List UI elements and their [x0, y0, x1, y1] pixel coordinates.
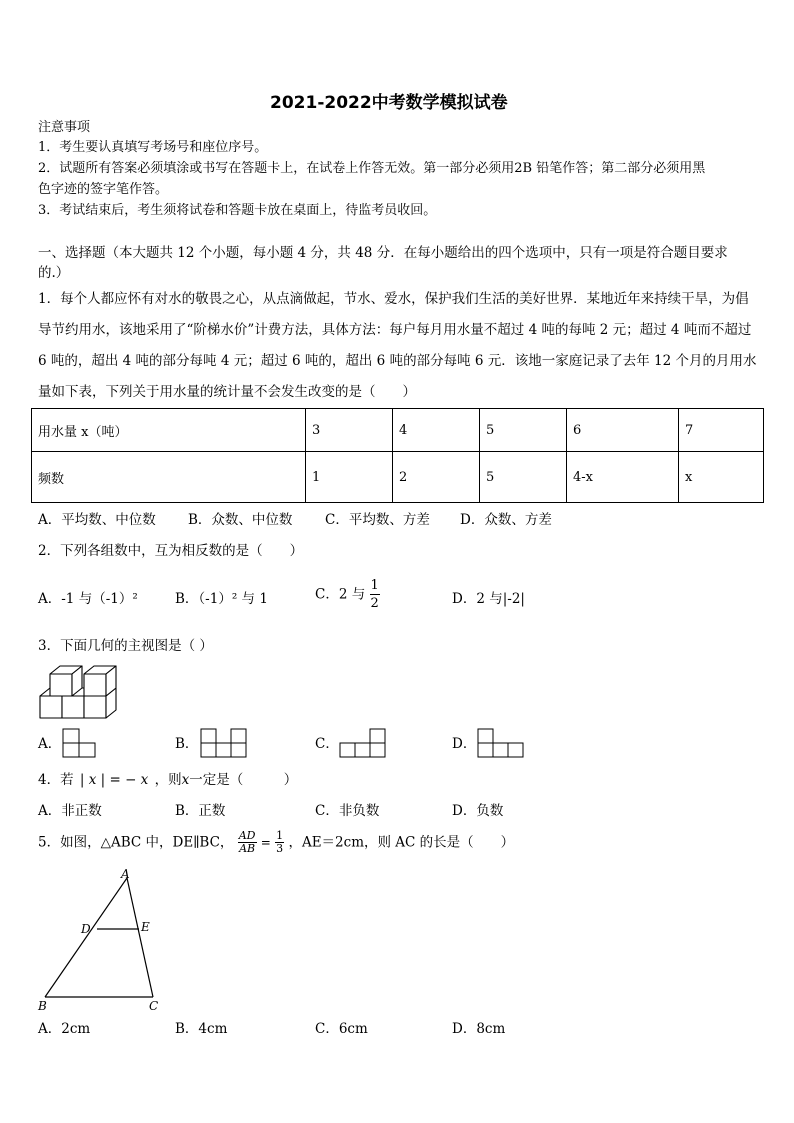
fraction — [238, 830, 257, 855]
section-heading: 一、选择题（本大题共 12 个小题，每小题 4 分，共 48 分．在每小题给出的四个选项中，只有一项是符合题目要求 — [38, 245, 728, 261]
table-cell: 7 — [679, 409, 764, 452]
table-cell: 用水量 x（吨） — [32, 409, 306, 452]
q5-stem-prefix: 5．如图，△ABC 中，DE∥BC， — [38, 834, 234, 851]
q5-stem — [38, 830, 514, 855]
table-cell: 5 — [480, 409, 567, 452]
table-cell: 3 — [306, 409, 393, 452]
q1-stem: 1．每个人都应怀有对水的敬畏之心，从点滴做起，节水、爱水，保护我们生活的美好世界．某地近年来持续干旱，为倡导节约用水，该地采用了“阶梯水价”计费方法，具体方法：每户每月用水量不超过 4 吨的每吨 2 元；超过 4 吨而不超过 6 吨的，超出 4 吨的部分每吨 4 元；超过 6 吨的，超出 6 吨的部分每吨 6 元．该地一家庭记录了去年 12 个月的月用水量如下表，下列关于用水量的统计量不会发生改变的是（ ） — [38, 291, 757, 400]
q4-equation: | x | = − x — [79, 772, 149, 788]
q3-option-b-label: B． — [175, 736, 199, 752]
q5-option-d: D．8cm — [452, 1021, 506, 1037]
fraction-numerator: 1 — [276, 829, 284, 842]
q1-option-d: D．众数、方差 — [460, 512, 552, 528]
q4-option-d: D．负数 — [452, 803, 504, 819]
q5-option-c: C．6cm — [315, 1021, 368, 1037]
vertex-label-a: A — [121, 867, 130, 881]
table-row — [32, 452, 764, 503]
q4-option-b: B．正数 — [175, 803, 226, 819]
triangle-figure — [35, 868, 170, 1013]
q2-stem: 2．下列各组数中，互为相反数的是（ ） — [38, 543, 304, 559]
q5-option-a: A．2cm — [38, 1021, 91, 1037]
exam-title: 2021-2022中考数学模拟试卷 — [270, 93, 508, 113]
q5-option-b: B．4cm — [175, 1021, 228, 1037]
q2-option-b: B．（-1）² 与 1 — [175, 591, 268, 607]
q4-stem — [38, 770, 297, 790]
q3-option-d-label: D． — [452, 736, 477, 752]
q3-option-d-figure — [477, 728, 527, 760]
q4-option-c: C．非负数 — [315, 803, 380, 819]
q1-option-a: A．平均数、中位数 — [38, 512, 156, 528]
q3-option-c-label: C． — [315, 736, 339, 752]
q4-stem-suffix: 一定是（ ） — [189, 772, 298, 788]
q4-stem-prefix: 4．若 — [38, 772, 74, 788]
vertex-label-d: D — [81, 922, 91, 936]
q4-variable: x — [181, 772, 190, 788]
fraction-numerator: 1 — [370, 578, 379, 593]
q1-option-b: B．众数、中位数 — [188, 512, 293, 528]
water-usage-table — [31, 408, 764, 503]
equals-sign: = — [260, 835, 271, 850]
note-item-1: 1．考生要认真填写考场号和座位序号。 — [38, 140, 268, 155]
notes-heading: 注意事项 — [38, 120, 91, 135]
fraction-denominator: AB — [239, 842, 256, 855]
q5-stem-suffix: ，AE＝2cm，则 AC 的长是（ ） — [288, 834, 515, 851]
q2-option-c-label: C．2 与 — [315, 586, 366, 603]
table-cell: 4 — [393, 409, 480, 452]
q2-option-d: D．2 与|-2| — [452, 591, 525, 607]
q3-stem: 3．下面几何的主视图是（ ） — [38, 638, 213, 654]
q3-option-c-figure — [339, 728, 389, 760]
vertex-label-e: E — [141, 920, 150, 934]
fraction-denominator: 3 — [276, 842, 284, 855]
section-heading-cont: 的.） — [38, 265, 70, 281]
q3-option-a-label: A． — [38, 736, 62, 752]
q1-option-c: C．平均数、方差 — [325, 512, 430, 528]
table-cell: 2 — [393, 452, 480, 503]
table-cell: 频数 — [32, 452, 306, 503]
table-cell: x — [679, 452, 764, 503]
q2-option-a: A．-1 与（-1）² — [38, 591, 138, 607]
table-cell: 4-x — [567, 452, 679, 503]
q4-stem-mid: ，则 — [154, 772, 182, 788]
q3-option-b-figure — [200, 728, 250, 760]
table-row — [32, 409, 764, 452]
note-item-2: 2．试题所有答案必须填涂或书写在答题卡上，在试卷上作答无效。第一部分必须用2B 铅笔作答；第二部分必须用黑 — [38, 161, 706, 176]
fraction-numerator: AD — [238, 829, 256, 842]
fraction-denominator: 2 — [370, 596, 379, 611]
cube-solid-figure — [38, 662, 118, 720]
fraction — [370, 577, 380, 612]
q2-option-c — [315, 577, 380, 612]
table-cell: 6 — [567, 409, 679, 452]
vertex-label-b: B — [38, 999, 47, 1013]
table-cell: 5 — [480, 452, 567, 503]
table-cell: 1 — [306, 452, 393, 503]
q4-option-a: A．非正数 — [38, 803, 102, 819]
note-item-2-cont: 色字迹的签字笔作答。 — [38, 182, 169, 197]
vertex-label-c: C — [149, 999, 159, 1013]
q3-option-a-figure — [62, 728, 96, 760]
fraction — [275, 830, 284, 855]
note-item-3: 3．考试结束后，考生须将试卷和答题卡放在桌面上，待监考员收回。 — [38, 203, 437, 218]
